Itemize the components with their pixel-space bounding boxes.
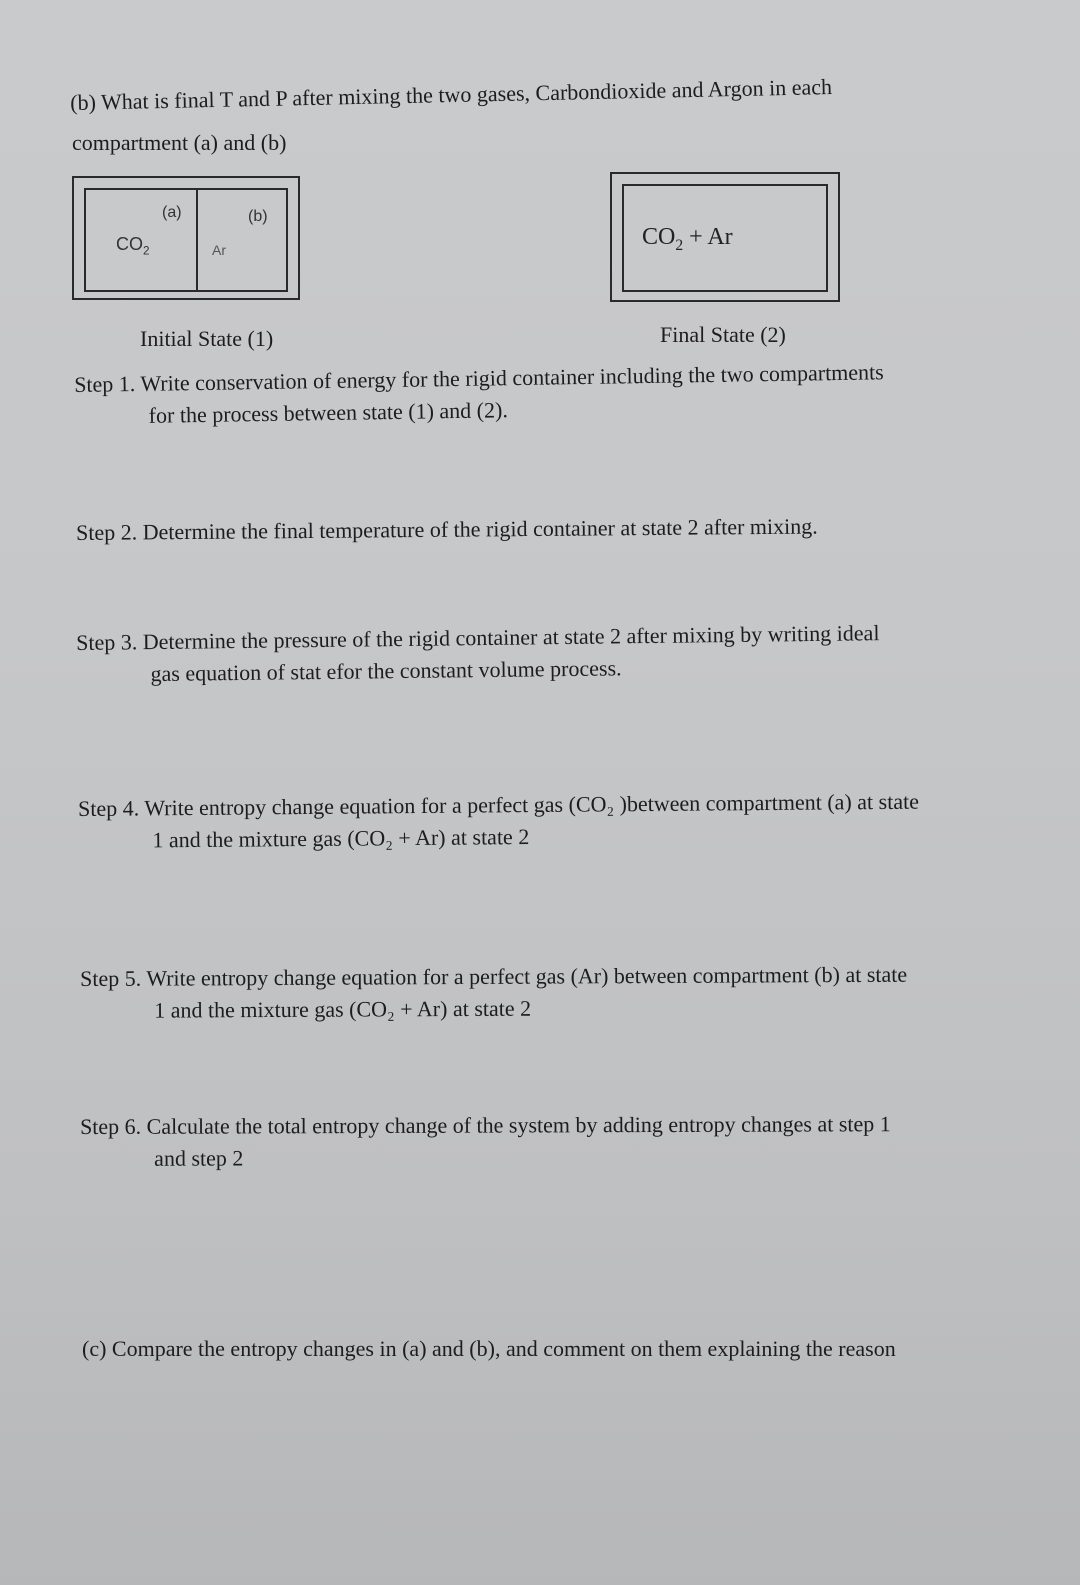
question-c: (c) Compare the entropy changes in (a) and (b), and comment on them explaining the reason xyxy=(82,1336,896,1361)
compartment-a-label: (a) xyxy=(162,204,182,221)
step-3-line2: gas equation of stat efor the constant volume process. xyxy=(150,655,622,687)
step-3 xyxy=(76,618,1037,688)
co2-label: $CO_2$ xyxy=(116,234,150,258)
question-b-line1: (b) What is final T and P after mixing the two gases, Carbondioxide and Argon in each xyxy=(69,74,833,115)
initial-state-diagram xyxy=(72,176,302,304)
mixture-label: $CO_2 + Ar$ xyxy=(642,224,733,254)
step-1-line1: Step 1. Write conservation of energy for the rigid container including the two compartments xyxy=(74,359,884,397)
argon-label: Ar xyxy=(212,242,226,258)
final-state-diagram xyxy=(610,172,842,304)
step-6-line1: Step 6. Calculate the total entropy change of the system by adding entropy changes at step 1 xyxy=(80,1111,891,1139)
step-6 xyxy=(80,1111,1040,1172)
initial-inner-container xyxy=(84,188,288,292)
step-4-line2: 1 and the mixture gas (CO₂ + Ar) at state 2 xyxy=(152,824,530,853)
step-2-line1: Step 2. Determine the final temperature of the rigid container at state 2 after mixing. xyxy=(76,513,818,545)
step-1-line2: for the process between state (1) and (2). xyxy=(148,397,509,428)
final-state-caption: Final State (2) xyxy=(660,322,786,347)
partition-wall xyxy=(196,190,198,290)
step-2 xyxy=(76,512,1036,546)
initial-state-caption: Initial State (1) xyxy=(140,326,274,351)
step-4-line1: Step 4. Write entropy change equation for a perfect gas (CO₂ )between compartment (a) at state xyxy=(78,788,920,821)
step-1 xyxy=(74,357,1035,430)
step-5-line1: Step 5. Write entropy change equation for a perfect gas (Ar) between compartment (b) at state xyxy=(80,961,908,991)
question-b-line2: compartment (a) and (b) xyxy=(72,130,287,155)
step-6-line2: and step 2 xyxy=(154,1145,244,1171)
step-5-line2: 1 and the mixture gas (CO₂ + Ar) at state 2 xyxy=(154,995,532,1023)
step-5 xyxy=(80,961,1040,1024)
compartment-b-label: (b) xyxy=(248,208,268,225)
step-3-line1: Step 3. Determine the pressure of the rigid container at state 2 after mixing by writing ideal xyxy=(76,620,880,655)
step-4 xyxy=(78,788,1038,854)
